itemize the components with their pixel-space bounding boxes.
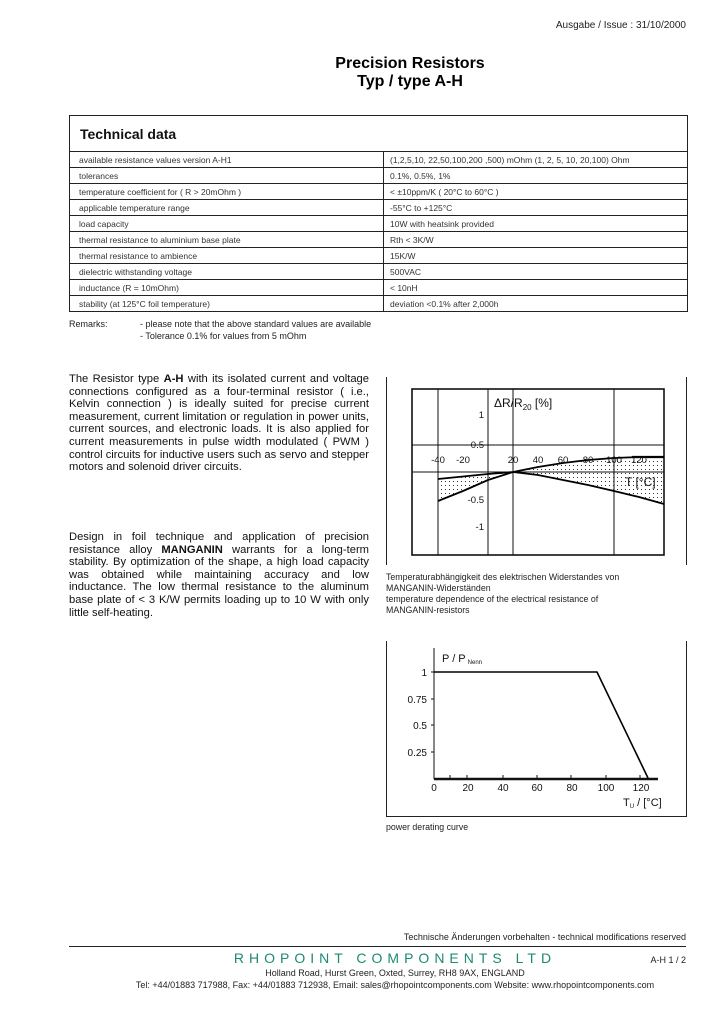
company-contact: Tel: +44/01883 717988, Fax: +44/01883 712938, Email: sales@rhopointcomponents.com Website: www.rhopointcomponents.com bbox=[135, 980, 655, 990]
row-label: dielectric withstanding voltage bbox=[70, 264, 384, 280]
row-label: stability (at 125°C foil temperature) bbox=[70, 296, 384, 312]
svg-text:40: 40 bbox=[532, 455, 544, 466]
row-label: temperature coefficient for ( R > 20mOhm ) bbox=[70, 184, 384, 200]
row-label: tolerances bbox=[70, 168, 384, 184]
svg-text:60: 60 bbox=[557, 455, 569, 466]
title-line-1: Precision Resistors bbox=[335, 55, 485, 72]
para1-text-rest: with its isolated current and voltage connections configured as a four-terminal resistor ( i.e., Kelvin connection ) is ideally suited for precise current measurement, current limitation or regulation in power units, current sources, and electronic loads. It is also applied for current measurements in pulse width modulated ( PWM ) control circuits for inductive users such as servo and stepper motors and solenoid driver circuits. bbox=[69, 373, 369, 474]
chart2-frame-left bbox=[386, 641, 387, 817]
svg-text:120: 120 bbox=[631, 455, 647, 466]
svg-text:20: 20 bbox=[462, 783, 474, 794]
svg-text:20: 20 bbox=[507, 455, 519, 466]
svg-text:80: 80 bbox=[566, 783, 578, 794]
row-label: applicable temperature range bbox=[70, 200, 384, 216]
row-label: available resistance values version A-H1 bbox=[70, 152, 384, 168]
derating-chart-caption: power derating curve bbox=[386, 822, 469, 832]
svg-text:ΔR/R20 [%]: $\Delta R/R_{20}$ [%] bbox=[494, 396, 553, 412]
footer-divider bbox=[69, 946, 686, 947]
row-label: load capacity bbox=[70, 216, 384, 232]
svg-text:1: 1 bbox=[478, 410, 484, 421]
svg-text:T [°C]: T [°C] bbox=[625, 475, 656, 489]
page-number: A-H 1 / 2 bbox=[650, 955, 686, 965]
row-value: -55°C to +125°C bbox=[384, 200, 688, 216]
para1-type-bold: A-H bbox=[163, 373, 184, 385]
svg-text:100: 100 bbox=[606, 455, 622, 466]
row-value: 10W with heatsink provided bbox=[384, 216, 688, 232]
caption-line: MANGANIN-resistors bbox=[386, 605, 470, 615]
caption-line: Temperaturabhängigkeit des elektrischen Widerstandes von bbox=[386, 572, 620, 582]
svg-text:0.25: 0.25 bbox=[407, 748, 427, 759]
svg-text:-40: -40 bbox=[431, 455, 445, 466]
para2-alloy-bold: MANGANIN bbox=[161, 543, 223, 556]
remark-item: - please note that the above standard values are available bbox=[140, 319, 372, 329]
svg-text:80: 80 bbox=[582, 455, 594, 466]
caption-line: temperature dependence of the electrical resistance of bbox=[386, 594, 599, 604]
para2-text: Design in foil technique and application of precision resistance alloy bbox=[69, 531, 369, 556]
row-label: inductance (R = 10mOhm) bbox=[70, 280, 384, 296]
company-address: Holland Road, Hurst Green, Oxted, Surrey, RH8 9AX, ENGLAND bbox=[265, 968, 525, 978]
para2-text-rest: warrants for a long-term stability. By optimization of the shape, a high load capacity was obtained while maintaining accuracy and low inductance. The low thermal resistance to the aluminum base plate of < 3 K/W permits loading up to 10 W with only little self-heating. bbox=[69, 543, 369, 619]
svg-text:1: 1 bbox=[421, 668, 427, 679]
row-value: < ±10ppm/K ( 20°C to 60°C ) bbox=[384, 184, 688, 200]
row-value: deviation <0.1% after 2,000h bbox=[384, 296, 688, 312]
caption-line: MANGANIN-Widerständen bbox=[386, 583, 491, 593]
row-value: Rth < 3K/W bbox=[384, 232, 688, 248]
company-brand: RHOPOINT COMPONENTS LTD bbox=[233, 950, 557, 966]
row-value: 15K/W bbox=[384, 248, 688, 264]
chart2-frame-right bbox=[686, 641, 687, 817]
svg-text:TU / [°C]: TU / [°C] bbox=[623, 797, 662, 810]
remarks-label: Remarks: bbox=[69, 319, 108, 329]
row-value: < 10nH bbox=[384, 280, 688, 296]
svg-text:0.5: 0.5 bbox=[413, 721, 427, 732]
remark-item: - Tolerance 0.1% for values from 5 mOhm bbox=[140, 331, 307, 341]
temperature-chart-caption bbox=[386, 572, 619, 616]
svg-text:120: 120 bbox=[632, 783, 650, 794]
row-value: 0.1%, 0.5%, 1% bbox=[384, 168, 688, 184]
chart2-frame-bottom bbox=[386, 816, 687, 817]
title-line-2: Typ / type A-H bbox=[357, 73, 463, 90]
row-label: thermal resistance to aluminium base plate bbox=[70, 232, 384, 248]
svg-text:100: 100 bbox=[597, 783, 615, 794]
para1-text: The Resistor type bbox=[69, 373, 164, 385]
row-label: thermal resistance to ambience bbox=[70, 248, 384, 264]
svg-text:-0.5: -0.5 bbox=[467, 495, 484, 506]
row-value: 500VAC bbox=[384, 264, 688, 280]
issue-date: Ausgabe / Issue : 31/10/2000 bbox=[555, 20, 686, 31]
svg-text:-1: -1 bbox=[475, 522, 484, 533]
svg-text:0.5: 0.5 bbox=[470, 440, 484, 451]
svg-text:40: 40 bbox=[497, 783, 509, 794]
row-value: (1,2,5,10, 22,50,100,200 ,500) mOhm (1, 2, 5, 10, 20,100) Ohm bbox=[384, 152, 688, 168]
svg-text:0: 0 bbox=[431, 783, 437, 794]
svg-text:-20: -20 bbox=[456, 455, 470, 466]
technical-data-heading: Technical data bbox=[80, 126, 177, 142]
footer-note: Technische Änderungen vorbehalten - technical modifications reserved bbox=[403, 932, 686, 942]
svg-text:60: 60 bbox=[531, 783, 543, 794]
svg-text:P / PNenn: P / P Nenn bbox=[442, 653, 482, 666]
svg-text:0.75: 0.75 bbox=[407, 695, 427, 706]
